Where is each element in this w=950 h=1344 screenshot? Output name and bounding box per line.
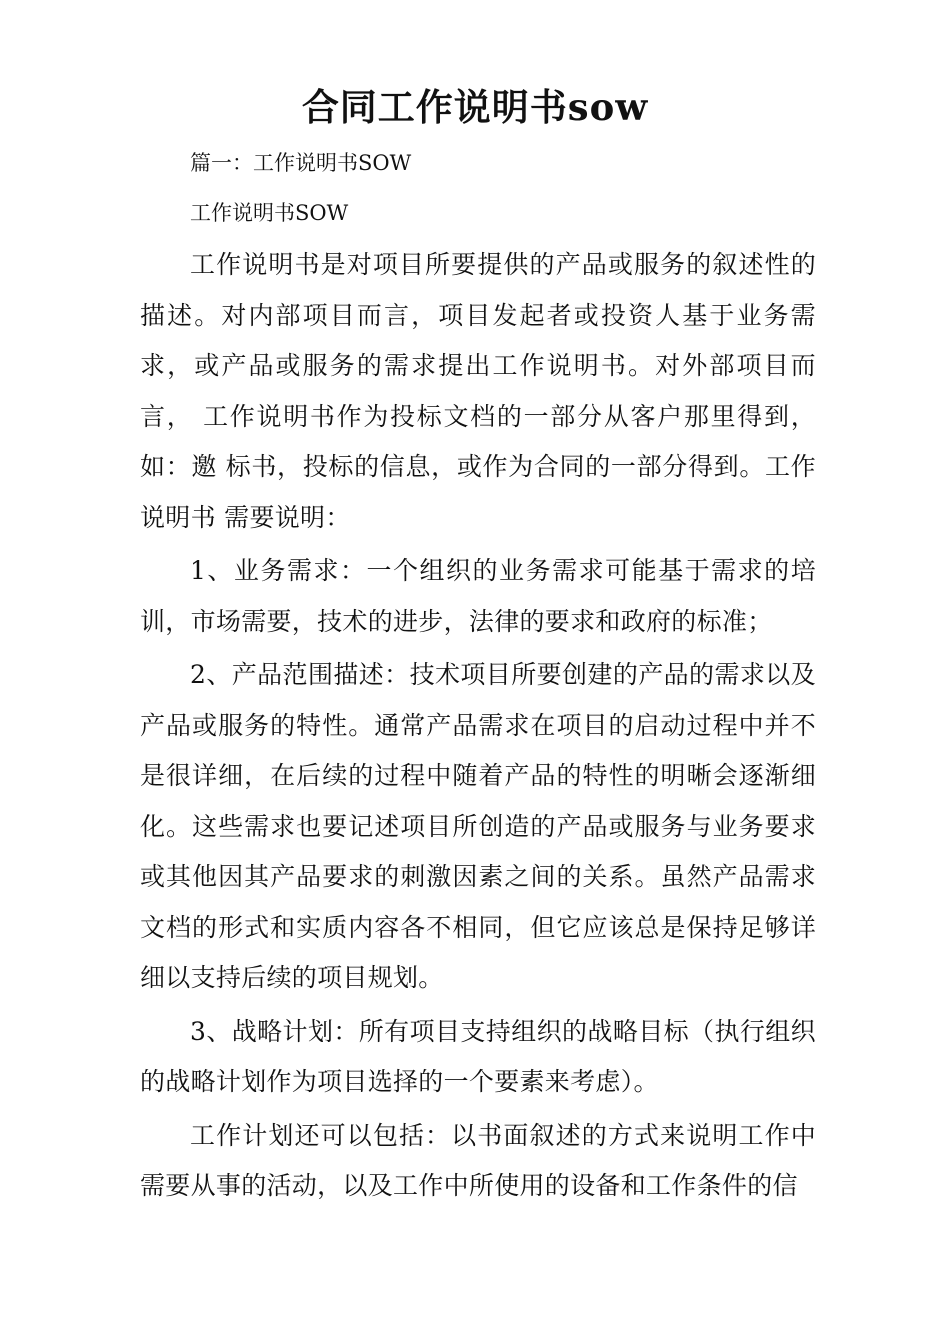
paragraph-work-plan: 工作计划还可以包括：以书面叙述的方式来说明工作中需要从事的活动，以及工作中所使用的设备和工作条件的信 bbox=[140, 1120, 816, 1200]
document-title: 合同工作说明书sow bbox=[301, 85, 649, 129]
part-heading: 篇一：工作说明书SOW bbox=[190, 151, 412, 175]
document-body bbox=[140, 240, 816, 1215]
paragraph-intro: 工作说明书是对项目所要提供的产品或服务的叙述性的描述。对内部项目而言，项目发起者或投资人基于业务需求，或产品或服务的需求提出工作说明书。对外部项目而言， 工作说明书作为投标文档的一部分从客户那里得到，如：邀 标书，投标的信息，或作为合同的一部分得到。工作说明书 需要说明： bbox=[140, 250, 816, 532]
paragraph-product-scope: 2、产品范围描述：技术项目所要创建的产品的需求以及产品或服务的特性。通常产品需求在项目的启动过程中并不是很详细，在后续的过程中随着产品的特性的明晰会逐渐细化。这些需求也要记述项目所创造的产品或服务与业务要求或其他因其产品要求的刺激因素之间的关系。虽然产品需求文档的形式和实质内容各不相同，但它应该总是保持足够详细以支持后续的项目规划。 bbox=[140, 660, 816, 992]
paragraph-strategic-plan: 3、战略计划：所有项目支持组织的战略目标（执行组织的战略计划作为项目选择的一个要素来考虑）。 bbox=[140, 1016, 816, 1096]
section-heading: 工作说明书SOW bbox=[190, 201, 349, 225]
paragraph-business-needs: 1、业务需求：一个组织的业务需求可能基于需求的培训，市场需要，技术的进步，法律的要求和政府的标准； bbox=[140, 556, 816, 636]
